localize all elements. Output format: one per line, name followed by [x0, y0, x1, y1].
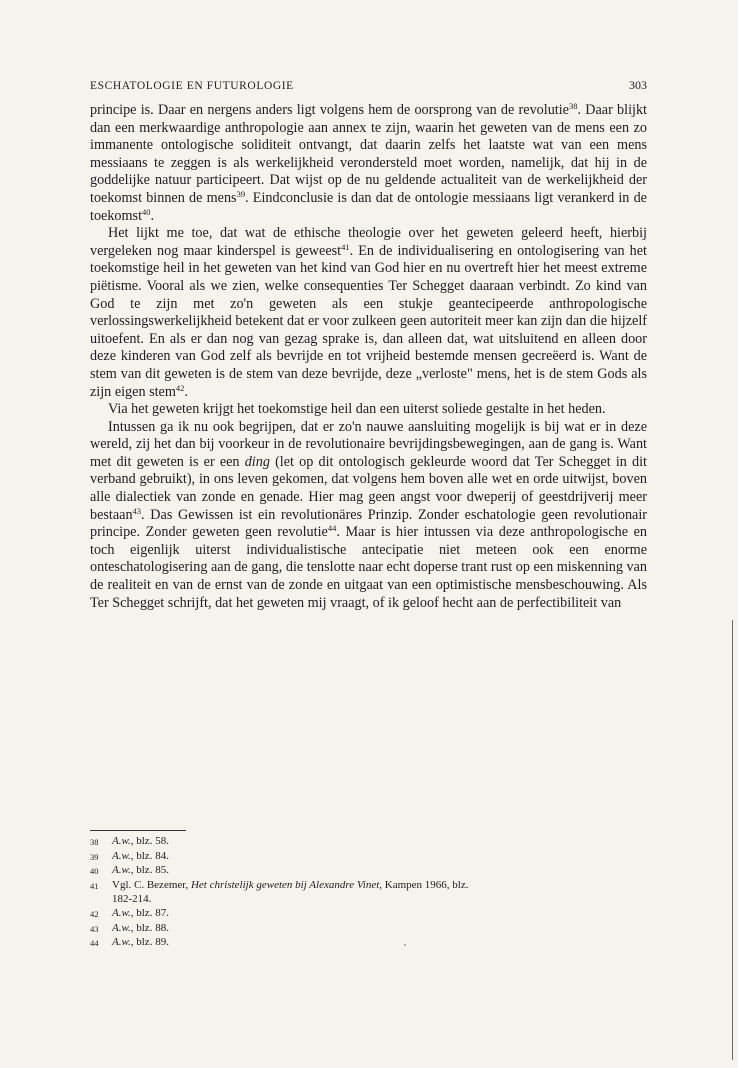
text-run: . [150, 207, 155, 224]
footnote-41-continuation: 182-214. [112, 893, 152, 906]
running-title: ESCHATOLOGIE EN FUTUROLOGIE [90, 80, 294, 92]
footnote-rest: , blz. 88. [130, 921, 169, 934]
footnote-ref: A.w. [112, 906, 131, 919]
text-run: principe is. Daar en nergens anders ligt volgens hem de oorsprong van de revolutie [90, 102, 569, 118]
footnote-ref: A.w. [112, 921, 131, 934]
footnote-44 [90, 936, 647, 951]
footnote-ref: A.w. [112, 936, 131, 949]
footnote-ref-38: 38 [568, 101, 578, 111]
footnote-number: 42 [90, 908, 99, 919]
footnote-divider [90, 830, 186, 831]
text-run: Intussen ga ik nu ook begrijpen, dat er zo'n nauwe aansluiting mogelijk is bij wat er in deze wereld, zij het dan bij voorkeur in de revolutionaire bevrijdingsbewegingen, aan de gang is. Want met dit geweten is er een [90, 418, 647, 470]
paragraph-2 [90, 225, 647, 401]
page-number: 303 [629, 78, 647, 92]
text-run: Het lijkt me toe, dat wat de ethische theologie over het geweten geleerd heeft, hierbij vergeleken nog maar kinderspel is geweest [90, 225, 647, 259]
text-run: . Maar is hier intussen via deze anthropologische en toch eigenlijk uiterst individualistische antecipatie niet meteen ook een enorme onteschatologisering aan de gang, die tenslotte naar echt doperse trant rust op een miskenning van de realiteit en van de ernst van de zonde en uitgaat van een optimistische mensbeschouwing. Als Ter Schegget schrijft, dat het geweten mij vraagt, of ik geloof hecht aan de perfectibiliteit van [90, 524, 647, 611]
footnote-number: 43 [90, 923, 99, 934]
footnote-number: 38 [90, 837, 99, 847]
footnote-ref: A.w. [112, 835, 131, 847]
footnote-text [112, 879, 647, 894]
footnote-rest: , blz. 84. [130, 849, 169, 862]
footnote-number: 44 [90, 938, 99, 949]
footnote-text [112, 936, 647, 951]
footnote-38 [90, 835, 647, 850]
footnote-text [112, 907, 647, 922]
body-text [90, 102, 647, 612]
footnotes [90, 830, 647, 951]
footnote-rest: , blz. 85. [130, 864, 169, 877]
footnote-ref-44: 44 [327, 523, 337, 534]
footnote-pre: Vgl. C. Bezemer, [112, 878, 191, 891]
footnote-rest: , blz. 89. [130, 936, 169, 949]
footnote-rest: , blz. 87. [130, 906, 169, 919]
text-run: . Eindconclusie is dan dat de ontologie messiaans ligt verankerd in de toekomst [90, 189, 647, 224]
text-run: . Das Gewissen ist ein revolutionäres Prinzip. Zonder eschatologie geen revolutionair principe. Zonder geweten geen revolutie [90, 506, 647, 541]
footnote-text [112, 850, 647, 865]
text-run: . [184, 383, 188, 400]
footnote-number: 41 [90, 880, 99, 891]
paragraph-1 [90, 102, 647, 225]
footnote-title: Het christelijk geweten bij Alexandre Vinet [190, 878, 380, 891]
footnote-42 [90, 907, 647, 922]
page-header [90, 78, 647, 93]
text-run: . En de individualisering en ontologisering van het toekomstige heil in het geweten van het kind van God hier en nu overtreft hier het meest extreme piëtisme. Vooral als we zien, welke consequenties Ter Schegget daaraan verbindt. Zo kind van God te zijn met zo'n geweten als een stukje geantecipeerde anthropologische verlossingswerkelijkheid betekent dat er voor zulkeen geen autoriteit meer kan zijn dan die hijzelf uitoefent. En als er dan nog van gezag sprake is, dan alleen dat, wat uitsluitend en alleen door deze kinderen van God zelf als bevrijde en tot vrijheid bestemde mensen gecreëerd is. Want de stem van dit geweten is de stem van deze bevrijde, deze „verloste" mens, het is de stem Gods als zijn eigen stem [90, 242, 647, 400]
footnote-43 [90, 922, 647, 937]
footnote-number: 39 [90, 851, 99, 862]
text-run: (let op dit ontologisch gekleurde woord dat Ter Schegget in dit verband gebruikt), in ons leven gekomen, dat volgens hem boven alle wet en orde uitwijst, boven alle dialectiek van zonde en genade. Hier mag geen angst voor dweperij of geestdrijverij meer bestaan [90, 453, 647, 523]
footnote-ref-42: 42 [175, 382, 185, 393]
footnote-number: 40 [90, 866, 99, 877]
footnote-text [112, 835, 647, 850]
footnote-41 [90, 879, 647, 894]
footnote-rest: , blz. 58. [130, 835, 169, 847]
footnote-ref-39: 39 [236, 188, 246, 199]
paragraph-4 [90, 419, 647, 613]
text-run: . Daar blijkt dan een merkwaardige anthropologie aan annex te zijn, waarin het geweten van de mens een zo immanente ontologische soliditeit ontvangt, dat daarin zelfs het laatste wat van een mens messiaans te zeggen is als werkelijkheid verondersteld moet worden, namelijk, dat hij in de goddelijke natuur participeert. Dat wijst op de nu geldende actualiteit van de werkelijkheid der toekomst binnen de mens [90, 102, 648, 206]
footnote-ref-40: 40 [142, 206, 151, 217]
footnote-text [112, 864, 647, 879]
footnote-39 [90, 850, 647, 865]
page-edge-shadow [732, 620, 733, 1060]
footnote-post: , Kampen 1966, blz. [379, 878, 469, 891]
emphasis: ding [244, 453, 270, 470]
footnote-ref: A.w. [112, 864, 131, 877]
paragraph-3: Via het geweten krijgt het toekomstige heil dan een uiterst soliede gestalte in het heden. [108, 401, 606, 418]
footnote-ref-41: 41 [341, 241, 350, 252]
footnote-ref: A.w. [112, 849, 131, 862]
scan-speck [404, 944, 406, 946]
footnote-ref-43: 43 [132, 505, 142, 516]
footnote-text [112, 922, 647, 937]
footnote-40 [90, 864, 647, 879]
